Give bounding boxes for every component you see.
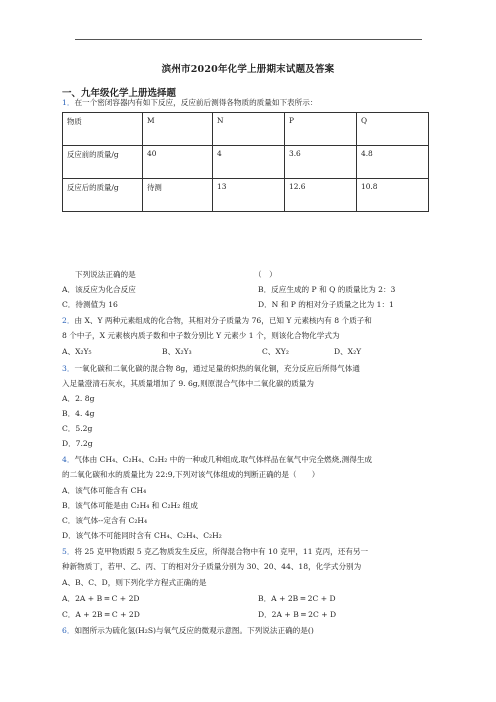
question-4-stem [62, 455, 372, 465]
option-a: A、X₂Y₅ [62, 347, 92, 356]
question-3-line2: 入足量澄清石灰水，其质量增加了 9. 6g,则原混合气体中二氧化碳的质量为 [62, 379, 314, 388]
option-c: C．该气体--定含有 C₂H₄ [62, 516, 148, 525]
table-cell: 4 [213, 146, 285, 179]
page-title: 滨州市2020年化学上册期末试题及答案 [161, 64, 335, 75]
option-c: C．A + 2B ═ C + 2D [62, 610, 140, 619]
table-cell: M [143, 113, 213, 146]
question-5-number: 5． [62, 547, 75, 556]
question-2-line1: 由 X、Y 两种元素组成的化合物，其相对分子质量为 76，已知 Y 元素核内有 8 个质子和 [74, 316, 372, 325]
question-6-stem [62, 626, 314, 636]
table-row [63, 179, 429, 212]
table-cell: 4.8 [357, 146, 429, 179]
table-cell: 待测 [143, 179, 213, 212]
table-cell: 物质 [63, 113, 143, 146]
question-2-number: 2． [62, 316, 75, 325]
table-cell: 3.6 [285, 146, 357, 179]
option-d: D、X₂Y [334, 347, 362, 356]
header-rule [75, 39, 422, 40]
question-1-prompt: 下列说法正确的是 [75, 270, 136, 279]
table-cell: 反应前的质量/g [63, 146, 143, 179]
table-cell: 12.6 [285, 179, 357, 212]
table-cell: 13 [213, 179, 285, 212]
table-cell: 40 [143, 146, 213, 179]
question-5-line1: 将 25 克甲物质跟 5 克乙物质发生反应，所得混合物中有 10 克甲，11 克丙，还有另一 [74, 547, 369, 556]
option-d: D．7.2g [62, 439, 93, 448]
table-cell: P [285, 113, 357, 146]
option-b: B、X₂Y₃ [162, 347, 192, 356]
option-b: B．该气体可能是由 C₂H₄ 和 C₂H₂ 组成 [62, 501, 198, 510]
option-a: A．2. 8g [62, 394, 95, 403]
table-cell: 10.8 [357, 179, 429, 212]
question-4-line2: 的二氧化碳和水的质量比为 22:9,下列对该气体组成的判断正确的是（ ） [62, 470, 320, 479]
option-c: C．5.2g [62, 424, 93, 433]
option-c: C、XY₂ [262, 347, 289, 356]
table-row [63, 146, 429, 179]
question-3-number: 3． [62, 364, 75, 373]
option-c: C．待测值为 16 [62, 300, 118, 309]
question-3-stem [62, 364, 360, 374]
mass-table [62, 112, 429, 212]
option-d: D．该气体不可能同时含有 CH₄、C₂H₄、C₂H₂ [62, 531, 222, 540]
option-a: A．该反应为化合反应 [62, 285, 136, 294]
table-cell: 反应后的质量/g [63, 179, 143, 212]
answer-paren: （ ） [254, 270, 277, 279]
question-5-stem [62, 547, 368, 557]
question-2-line2: 8 个中子，X 元素核内质子数和中子数分别比 Y 元素少 1 个，则该化合物化学式为 [62, 331, 340, 340]
question-2-stem [62, 316, 372, 326]
question-1-text: 在一个密闭容器内有如下反应，反应前后测得各物质的质量如下表所示： [74, 98, 318, 107]
question-5-line2: 种新物质丁，若甲、乙、丙、丁的相对分子质量分别为 30、20、44、18，化学式分别为 [62, 562, 362, 571]
question-6-text: 如图所示为硫化氢(H₂S)与氧气反应的微观示意图。下列说法正确的是() [74, 626, 314, 635]
option-a: A．该气体可能含有 CH₄ [62, 486, 147, 495]
question-3-line1: 一氧化碳和二氧化碳的混合物 8g，通过足量的炽热的氧化铜，充分反应后所得气体通 [74, 364, 360, 373]
option-d: D．2A + B ═ 2C + D [258, 610, 337, 619]
question-1-number: 1． [62, 98, 75, 107]
question-5-line3: A、B、C、D，则下列化学方程式正确的是 [62, 578, 207, 587]
option-b: B．4. 4g [62, 409, 95, 418]
option-d: D．N 和 P 的相对分子质量之比为 1：1 [258, 300, 394, 309]
table-cell: N [213, 113, 285, 146]
table-header-row [63, 113, 429, 146]
question-6-number: 6． [62, 626, 75, 635]
question-4-line1: 气体由 CH₄、C₂H₄、C₂H₂ 中的一种或几种组成,取气体样品在氧气中完全燃烧,测得生成 [74, 455, 373, 464]
question-4-number: 4． [62, 455, 75, 464]
option-a: A．2A + B ═ C + 2D [62, 594, 140, 603]
option-b: B．反应生成的 P 和 Q 的质量比为 2：3 [258, 285, 396, 294]
section-heading: 一、九年级化学上册选择题 [62, 88, 177, 99]
option-b: B．A + 2B ═ 2C + D [258, 594, 336, 603]
table-cell: Q [357, 113, 429, 146]
question-1-stem [62, 98, 317, 108]
